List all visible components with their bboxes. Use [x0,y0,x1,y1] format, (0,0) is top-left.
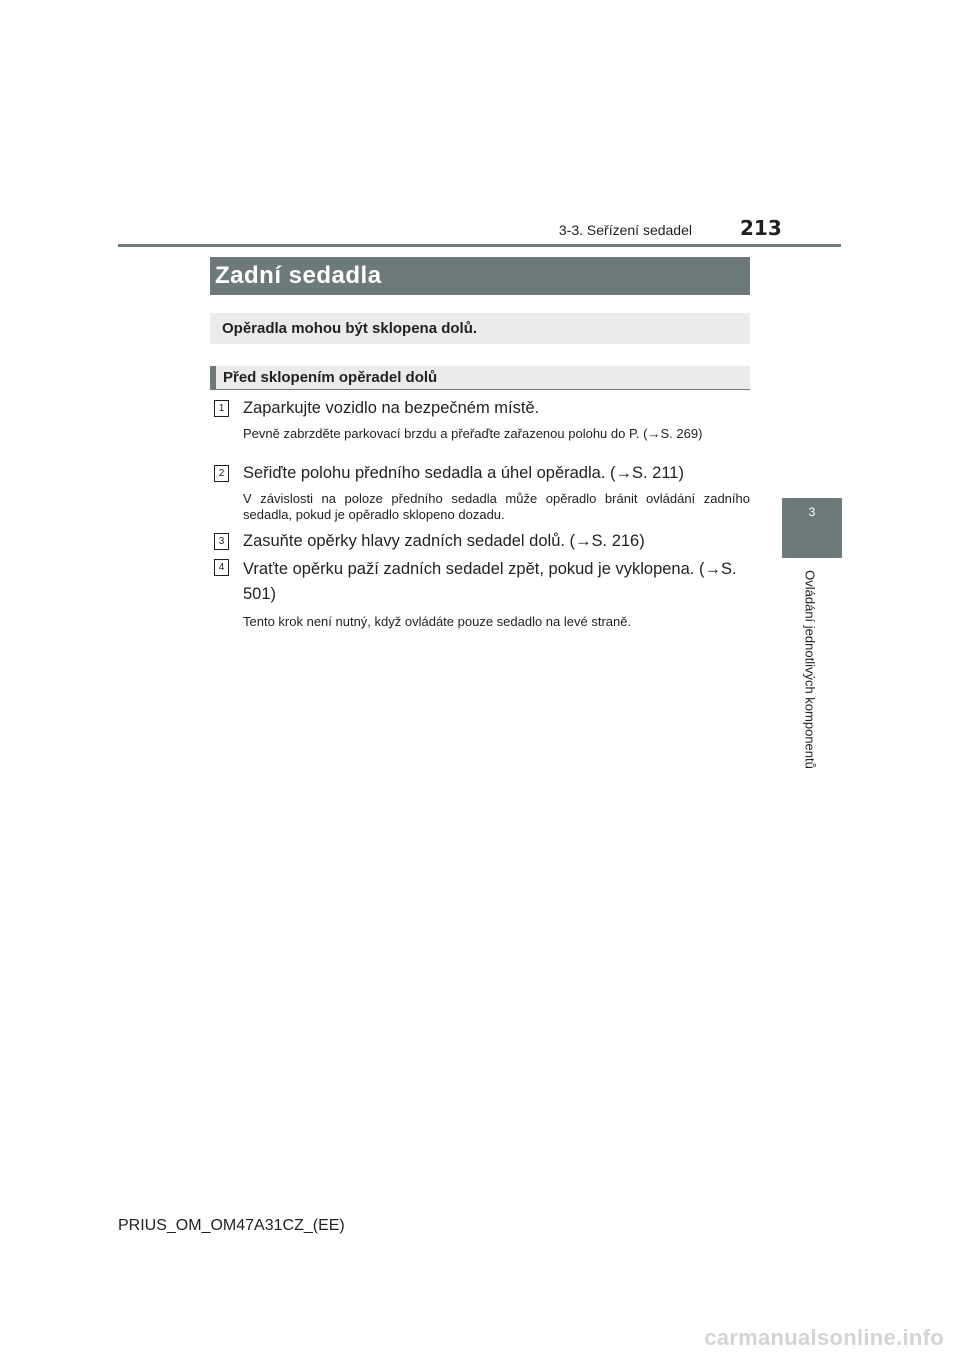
step-number-badge: 3 [214,533,229,550]
chapter-side-title: Ovládání jednotlivých komponentů [802,570,818,769]
step-text: Zasuňte opěrky hlavy zadních sedadel dolů. (→S. 216) [243,532,645,550]
step-number-badge: 4 [214,559,229,576]
step-note: Tento krok není nutný, když ovládáte pouze sedadlo na levé straně. [243,614,632,629]
step-text: Vraťte opěrku paží zadních sedadel zpět, pokud je vyklopena. (→S. 501) [243,560,737,603]
step-number-badge: 1 [214,400,229,417]
step-4 [214,557,750,630]
header-rule [118,244,841,247]
step-1 [214,398,750,442]
step-2 [214,463,750,523]
step-text: Zaparkujte vozidlo na bezpečném místě. [243,399,540,417]
intro-box: Opěradla mohou být sklopena dolů. [210,313,750,344]
step-text: Seřiďte polohu předního sedadla a úhel opěradla. (→S. 211) [243,464,684,482]
step-number-badge: 2 [214,465,229,482]
chapter-number: 3 [808,505,816,519]
step-note: V závislosti na poloze předního sedadla může opěradlo bránit ovládání zadního sedadla, pokud je opěradlo sklopeno dozadu. [243,491,750,522]
step-3 [214,531,750,552]
step-note: Pevně zabrzděte parkovací brzdu a přeřaďte zařazenou polohu do P. (→S. 269) [243,426,703,441]
page-title: Zadní sedadla [210,257,750,295]
footer-doc-code: PRIUS_OM_OM47A31CZ_(EE) [118,1217,345,1234]
header-section-title: 3-3. Seřízení sedadel [558,222,692,238]
page-number: 213 [740,216,782,240]
subheading: Před sklopením opěradel dolů [210,366,750,390]
watermark: carmanualsonline.info [704,1325,944,1350]
